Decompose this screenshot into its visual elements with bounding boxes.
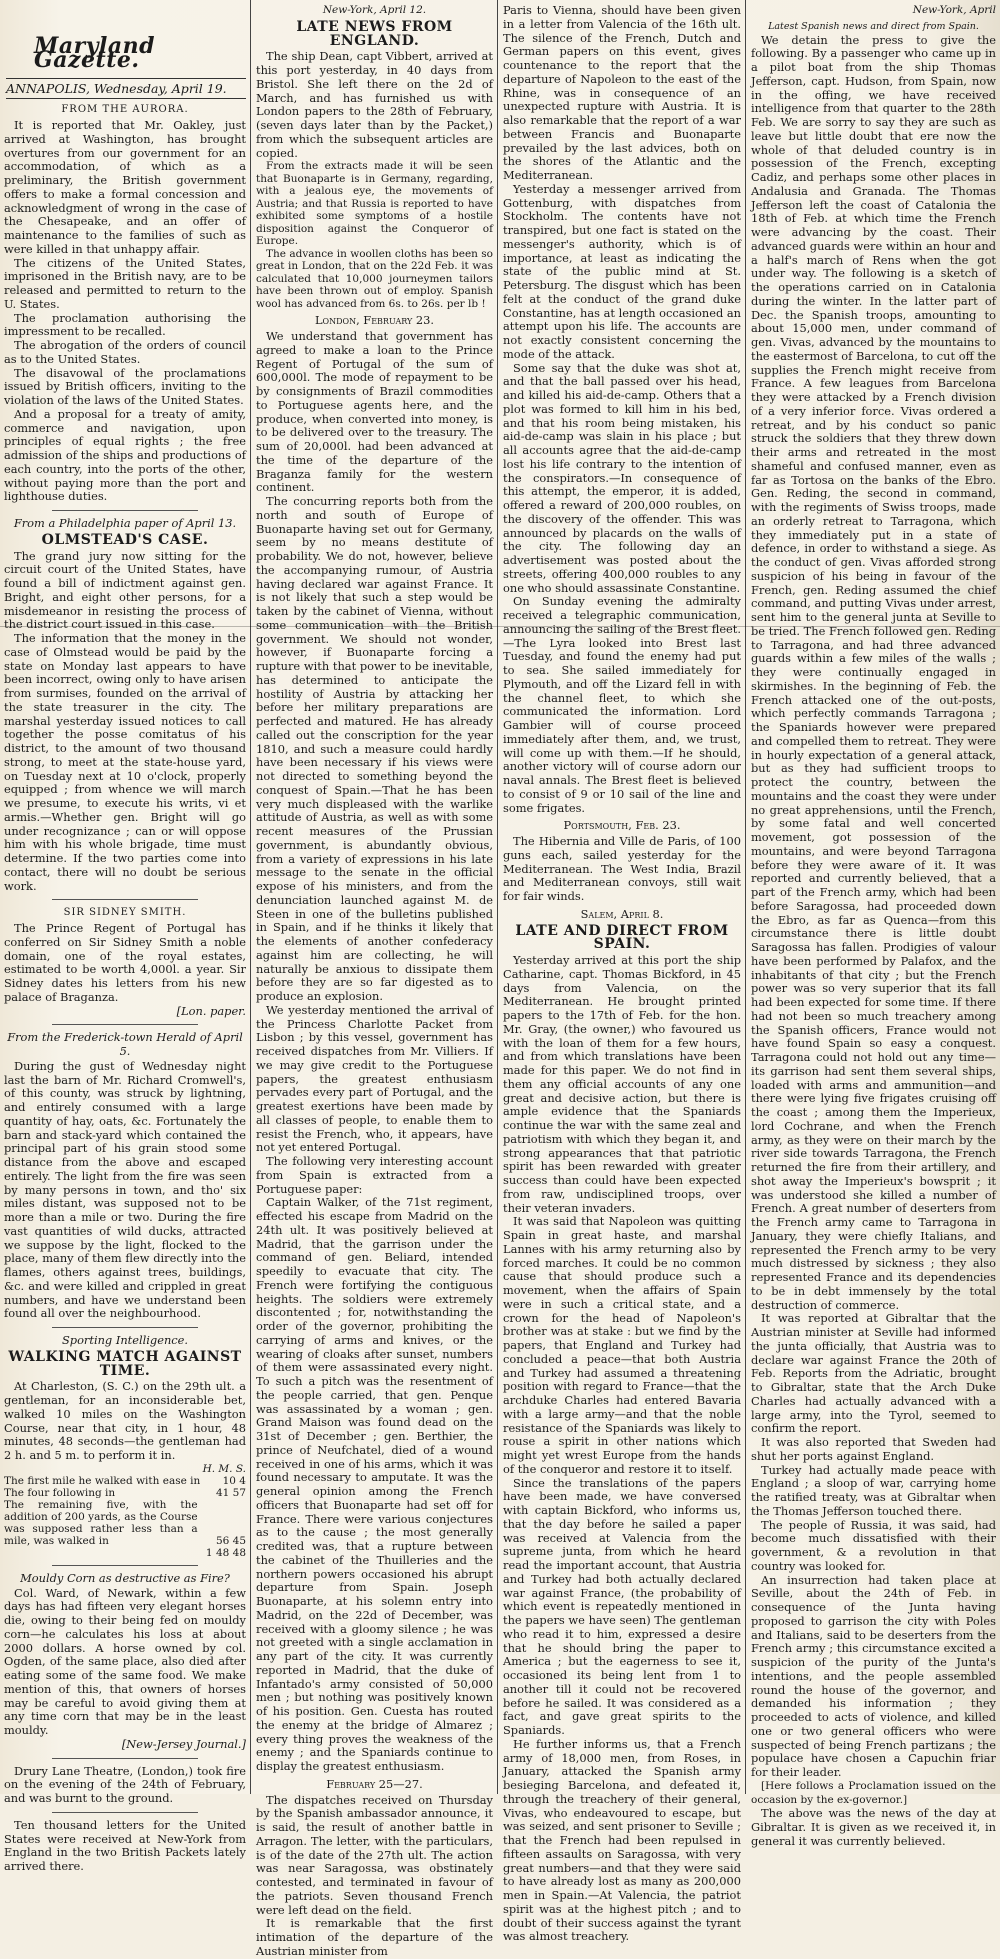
separator [52,899,197,900]
paragraph: The disavowal of the proclamations issued by British officers, inviting to the violation of the laws of the United States. [4,365,246,407]
table-row [4,1487,246,1499]
column-rule [497,0,498,1794]
masthead-title: Maryland Gazette. [34,33,155,73]
paragraph: The citizens of the United States, imprisoned in the British navy, are to be released and permitted to return to the U. States. [4,255,246,311]
separator [52,510,197,511]
column-2 [252,0,497,1958]
paragraph: The Hibernia and Ville de Paris, of 100 guns each, sailed yesterday for the Mediterranean. The West India, Brazil and Mediterranean convoys, still wait for fair winds. [503,834,741,903]
paragraph: On Sunday evening the admiralty received a telegraphic communication, announcing the sailing of the Brest fleet.—The Lyra looked into Brest last Tuesday, and found the enemy had put to sea. She sailed immediately for Plymouth, and off the Lizard fell in with the channel fleet, to which she communicated the information. Lord Gambier will of course proceed immediately after them, and, we trust, will come up with them.—If he should, another victory will of course adorn our naval annals. The Brest fleet is believed to consist of 9 or 10 sail of the line and some frigates. [503,594,741,815]
masthead-dateline: ANNAPOLIS, Wednesday, April 19. [6,78,246,100]
paragraph: We yesterday mentioned the arrival of the Princess Charlotte Packet from Lisbon ; by this vessel, government has received dispatches from Mr. Villiers. If we may give credit to the Portuguese papers, the greatest enthusiasm pervades every part of Portugal, and the greatest exertions have been made by all classes of people, to enable them to resist the French, who, it appears, have not yet entered Portugal. [256,1002,493,1155]
spain-head: LATE AND DIRECT FROM SPAIN. [515,922,729,953]
column-4 [747,0,1000,1848]
corn-signature: [New-Jersey Journal.] [121,1736,246,1751]
table-value: 41 57 [215,1486,246,1499]
paragraph: It was also reported that Sweden had shut her ports against England. [751,1435,996,1463]
paragraph: The concurring reports both from the north and south of Europe of Buonaparte having set out for Germany, seem by no means destitute of probability. We do not, however, believe the accompanying rumour, of Austria having declared war against France. It is not likely that such a step would be taken by the cabinet of Vienna, without some communication with the British government. We should not wonder, however, if Buonaparte forcing a rupture with that power to be inevitable, has determined to anticipate the hostility of Austria by attacking her before her military preparations are perfected and matured. He has already called out the conscription for the year 1810, and such a measure could hardly have been necessary if his views were not directed to something beyond the conquest of Spain.—That he has been very much displeased with the warlike attitude of Austria, as well as with some recent measures of the Prussian government, is abundantly obvious, from a variety of expressions in his late message to the senate in the official expose of his ministers, and from the denunciation launched against M. de Steen in one of the bulletins published in Spain, and if he thinks it likely that the elements of another confederacy against him are collecting, he will naturally be anxious to dissipate them before they are so far digested as to produce an explosion. [256,494,493,1003]
paragraph: It was reported at Gibraltar that the Austrian minister at Seville had informed the junta officially, that Austria was to declare war against France the 20th of Feb. Reports from the Adriatic, brought to Gibraltar, state that the Arch Duke Charles had actually advanced with a large army, into the Tyrol, seemed to confirm the report. [751,1311,996,1436]
table-value: 1 48 48 [205,1546,246,1559]
smith-signature: [Lon. paper. [176,1003,246,1018]
separator [52,1024,197,1025]
paragraph: The proclamation authorising the impressment to be recalled. [4,310,246,339]
separator [52,1812,197,1813]
paragraph: The following very interesting account from Spain is extracted from a Portuguese paper: [256,1154,493,1196]
table-row [4,1499,246,1547]
paragraph: The advance in woollen cloths has been so great in London, that on the 22d Feb. it was calculated that 10,000 journeymen tailors have been thrown out of employ. Spanish wool has advanced from 6s. to 26s. per lb ! [256,247,493,310]
paragraph: Col. Ward, of Newark, within a few days has had fifteen very elegant horses die, owing to their being fed on mouldy corn—he calculates his loss at about 2000 dollars. A horse owned by col. Ogden, of the same place, also died after eating some of the same food. We make mention of this, that owners of horses may be careful to avoid giving them at any time corn that may be in the least mouldy. [4,1585,246,1737]
paragraph: Some say that the duke was shot at, and that the ball passed over his head, and killed his aid-de-camp. Others that a plot was formed to kill him in his bed, and that his room being mistaken, his aid-de-camp was slain in his place ; but all accounts agree that the aid-de-camp lost his life contrary to the intention of the conspirators.—In consequence of this attempt, the emperor, it is added, offered a reward of 200,000 roubles, on the discovery of the offender. This was announced by placards on the walls of the city. The following day an advertisement was posted about the streets, offering 400,000 roubles to any one who should assassinate Constantine. [503,360,741,595]
table-label: The first mile he walked with ease in [4,1474,201,1487]
walking-table [4,1463,246,1559]
column-rule [250,0,251,1794]
table-label: The remaining five, with the addition of 200 yards, as the Course was supposed rather less than a mile, was walked in [4,1498,198,1547]
table-row [4,1547,246,1559]
paragraph: Captain Walker, of the 71st regiment, effected his escape from Madrid on the 24th ult. It was positively believed at Madrid, that the garrison under the command of gen. Beliard, intended speedily to evacuate that city. The French were fortifying the contiguous heights. The soldiers were extremely discontented ; for, notwithstanding the order of the governor, prohibiting the carrying of arms and knives, or the wearing of cloaks after sunset, numbers of them were assassinated every night. To such a pitch was the resentment of the people carried, that gen. Penque was assassinated by a woman ; gen. Grand Maison was found dead on the 31st of December ; gen. Berthier, the prince of Neufchatel, died of a wound received in one of his arms, which it was found necessary to amputate. It was the general opinion among the French officers that Buonaparte had set off for France. There were various conjectures as to the cause ; the most generally credited was, that a rupture between the cabinet of the Thuilleries and the northern powers occasioned his abrupt departure from Spain. Joseph Buonaparte, at his solemn entry into Madrid, on the 22d of December, was received with a gloomy silence ; he was not greeted with a single acclamation in any part of the city. It was currently reported in Madrid, that the duke of Infantado's army consisted of 50,000 men ; but nothing was positively known of his position. Gen. Cuesta has routed the enemy at the bridge of Almarez ; every thing proves the weakness of the enemy ; and the Spaniards continue to display the greatest enthusiasm. [256,1195,493,1773]
frederick-source: From the Frederick-town Herald of April 5. [7,1030,243,1058]
smith-head: SIR SIDNEY SMITH. [63,907,187,919]
paragraph: The ship Dean, capt Vibbert, arrived at this port yesterday, in 40 days from Bristol. She left there on the 2d of March, and has furnished us with London papers to the 28th of February, (seven days later than by the Packet,) from which the subsequent articles are copied. [256,49,493,160]
sporting-source: Sporting Intelligence. [61,1333,189,1347]
paragraph: The people of Russia, it was said, had become much dissatisfied with their government, & a revolution in that country was looked for. [751,1517,996,1573]
separator [52,1327,197,1328]
salem-dateline: Salem, April 8. [580,906,664,921]
table-label: The four following in [4,1486,116,1499]
paragraph: Paris to Vienna, should have been given in a letter from Valencia of the 16th ult. The silence of the French, Dutch and German papers on this event, gives countenance to the report that the departure of Napoleon to the east of the Rhine, was in consequence of an unexpected rupture with Austria. It is also remarkable that the report of a war between Francis and Buonaparte prevailed by the last advices, both on the shores of the Atlantic and the Mediterranean. [503,3,741,182]
paragraph: Since the translations of the papers have been made, we have conversed with captain Bickford, who informs us, that the day before he sailed a paper was received at Valencia from the supreme junta, from which he heard read the important account, that Austria and Turkey had both actually declared war against France, (the probability of which event is repeatedly mentioned in the papers we have seen) The gentleman who read it to him, expressed a desire that he should bring the paper to America ; but the eagerness to see it, occasioned its being lent from 1 to another till it could not be recovered before he sailed. It was considered as a fact, and gave great spirits to the Spaniards. [503,1475,741,1737]
portsmouth-dateline: Portsmouth, Feb. 23. [563,818,681,833]
paragraph: He further informs us, that a French army of 18,000 men, from Roses, in January, attacked the Spanish army besieging Barcelona, and defeated it, through the treachery of their general, Vivas, who endeavoured to escape, but was seized, and sent prisoner to Seville ; that the French had been repulsed in fifteen assaults on Saragossa, with very great numbers—and that they were said to have already lost as many as 200,000 men in Spain.—At Valencia, the patriot spirit was at the highest pitch ; and to doubt of their success against the tyrant was almost treachery. [503,1736,741,1944]
paragraph: Ten thousand letters for the United States were received at New-York from England in the two British Packets lately arrived there. [4,1817,246,1873]
sporting-head: WALKING MATCH AGAINST TIME. [8,1348,242,1379]
table-row [4,1475,246,1487]
paragraph: An insurrection had taken place at Seville, about the 24th of Feb. in consequence of the Junta having proposed to garrison the city with Poles and Italians, said to be deserters from the French army ; this circumstance excited a suspicion of the purity of the Junta's intentions, and the people assembled round the house of the governor, and demanded his information ; they proceeded to acts of violence, and killed one or two general officers who were suspected of being French partizans ; the populace have chosen a Capuchin friar for their leader. [751,1572,996,1779]
paragraph: The grand jury now sitting for the circuit court of the United States, have found a bill of indictment against gen. Bright, and eight other persons, for a misdemeanor in resisting the process of the district court issued in this case. [4,548,246,632]
column-rule [745,0,746,1794]
paragraph: It is remarkable that the first intimation of the departure of the Austrian minister from [256,1916,493,1958]
paragraph: The above was the news of the day at Gibraltar. It is given as we received it, in general it was currently believed. [751,1806,996,1848]
paragraph: [Here follows a Proclamation issued on the occasion by the ex-governor.] [751,1779,996,1806]
paragraph: The dispatches received on Thursday by the Spanish ambassador announce, it is said, the result of another battle in Arragon. The letter, with the particulars, is of the date of the 27th ult. The action was near Saragossa, was obstinately contested, and terminated in favour of the patriots. Seven thousand French were left dead on the field. [256,1792,493,1917]
paragraph: We understand that government has agreed to make a loan to the Prince Regent of Portugal of the sum of 600,000l. The mode of repayment to be by consignments of Brazil commodities to Portuguese agents here, and the produce, when converted into money, is to be delivered over to the treasury. The sum of 20,000l. had been advanced at the time of the departure of the Braganza family for the western continent. [256,329,493,495]
paragraph: At Charleston, (S. C.) on the 29th ult. a gentleman, for an inconsiderable bet, walked 10 miles on the Washington Course, near that city, in 1 hour, 48 minutes, 48 seconds—the gentleman had 2 h. and 5 m. to perform it in. [4,1379,246,1462]
table-value: 10 4 [222,1474,246,1487]
column-dateline: New-York, April 12. [322,4,427,16]
paragraph: We detain the press to give the following. By a passenger who came up in a pilot boat from the ship Thomas Jefferson, capt. Hudson, from Spain, now in the offing, we have received intelligence from that quarter to the 28th Feb. We are sorry to say they are such as leave but little doubt that ere now the whole of that deluded country is in possession of the French, excepting Cadiz, and perhaps some other places in Andalusia and Granada. The Thomas Jefferson left the coast of Catalonia the 18th of Feb. at which time the French were advancing by the coast. Their advanced guards were within an hour and a half's march of Rens when the got under way. The following is a sketch of the operations carried on in Catalonia during the winter. In the latter part of Dec. the Spanish troops, amounting to about 15,000 men, under command of gen. Vivas, advanced by the mountains to the eastermost of Barcelona, to cut off the supplies the French might receive from France. A few leagues from Barcelona they were attacked by a French division of a very inferior force. Vivas ordered a retreat, and by his conduct so panic struck the soldiers that they threw down their arms and retreated in the most shameful and confused manner, even as far as Tortosa on the banks of the Ebro. Gen. Reding, the second in command, with the regiments of Swiss troops, made an orderly retreat to Tarragona, which they immediately put in a state of defence, in order to withstand a siege. As the conduct of gen. Vivas afforded strong suspicion of his being in favour of the French, gen. Reding assumed the chief command, and putting Vivas under arrest, sent him to the general junta at Seville to be tried. The French followed gen. Reding to Tarragona, and had three advanced guards within a few miles of the walls ; they were continually engaged in skirmishes. In the beginning of Feb. the French attacked one of the out-posts, which perfectly commands Tarragona ; the Spaniards however were prepared and compelled them to retreat. They were in hourly expectation of a general attack, but as they had sufficient troops to protect the country, between the mountains and the coast they were under no great apprehensions, until the French, by some fatal and well concerted movement, got possession of the mountains, and were beyond Tarragona before they were aware of it. It was reported and currently believed, that a part of the French army, which had been before Saragossa, had proceeded down the Ebro, as far as Quenca—from this circumstance there is little doubt Saragossa has fallen. Prodigies of valour have been performed by Palafox, and the inhabitants of that city ; but the French power was so very superior that its fall had been expected for some time. If there had not been so much treachery among the Spanish officers, France would not have found Spain so easy a conquest. Tarragona could not hold out any time—its garrison had sent them several ships, loaded with arms and ammunition—and there were lying five frigates cruising off the coast ; among them the Imperieux, lord Cochrane, and when the French army, as they were on their march by the river side towards Tarragona, the French returned the fire from their artillery, and shot away the Imperieux's bowsprit ; it was understood she killed a number of French. A great number of deserters from the French army came to Tarragona in January, they were chiefly Italians, and represented the French army to be very much distressed by sickness ; they also represented France and its dependencies to be in debt immensely by the total destruction of commerce. [751,32,996,1312]
london-dateline: London, February 23. [314,313,435,328]
olmstead-source: From a Philadelphia paper of April 13. [13,516,237,530]
separator [52,1758,197,1759]
feb-dateline: February 25—27. [326,1776,423,1791]
paragraph: It is reported that Mr. Oakley, just arrived at Washington, has brought overtures from our government for an accommodation, of which as a preliminary, the British government offers to make a formal concession and acknowledgment of wrong in the case of the Chesapeake, and an offer of maintenance to the families of such as were killed in that unhappy affair. [4,118,246,256]
column-dateline: New-York, April [912,4,996,16]
paragraph: From the extracts made it will be seen that Buonaparte is in Germany, regarding, with a jealous eye, the movements of Austria; and that Russia is reported to have exhibited some symptoms of a hostile disposition against the Conqueror of Europe. [256,160,493,248]
paragraph: Yesterday a messenger arrived from Gottenburg, with dispatches from Stockholm. The contents have not transpired, but one fact is stated on the messenger's authority, which is of importance, at least as indicating the state of the public mind at St. Petersburg. The disgust which has been felt at the conduct of the grand duke Constantine, has at length occasioned an attempt upon his life. The accounts are not exactly consistent concerning the mode of the attack. [503,181,741,361]
paragraph: Turkey had actually made peace with England ; a sloop of war, carrying home the ratified treaty, was at Gibraltar when the Thomas Jefferson touched there. [751,1462,996,1518]
column-subhead: Latest Spanish news and direct from Spain. [768,20,979,32]
paragraph: During the gust of Wednesday night last the barn of Mr. Richard Cromwell's, of this county, was struck by lightning, and entirely consumed with a large quantity of hay, oats, &c. Fortunately the barn and stack-yard which contained the principal part of his grain stood some distance from the above and escaped entirely. The light from the fire was seen by many persons in town, and tho' six miles distant, was supposed not to be more than a mile or two. During the fire vast quantities of wild ducks, attracted we suppose by the light, flocked to the place, many of them flew directly into the flames, others against trees, buildings, &c. and were killed and crippled in great numbers, and have we understand been found all over the neighbourhood. [4,1058,246,1321]
table-value: 56 45 [215,1534,246,1547]
paragraph: Yesterday arrived at this port the ship Catharine, capt. Thomas Bickford, in 45 days from Valencia, on the Mediterranean. He brought printed papers to the 17th of Feb. for the hon. Mr. Gray, (the owner,) who favoured us with the loan of them for a few hours, and from which translations have been made for this paper. We do not find in them any official accounts of any one great and decisive action, but there is ample evidence that the Spaniards continue the war with the same zeal and patriotism with which they began it, and strong appearances that that patriotic spirit has been rewarded with greater success than could have been expected from raw, undisciplined troops, over their veteran invaders. [503,953,741,1215]
paragraph: The information that the money in the case of Olmstead would be paid by the state on Monday last appears to have been incorrect, owing only to have arisen from surmises, founded on the arrival of the state treasurer in the city. The marshal yesterday issued notices to call together the posse comitatus of his district, to the amount of two thousand strong, to meet at the state-house yard, on Tuesday next at 10 o'clock, properly equipped ; from whence we will march we presume, to execute his writs, vi et armis.—Whether gen. Bright will go under recognizance ; can or will oppose him with his whole brigade, time must determine. If the two parties come into contact, there will no doubt be serious work. [4,631,246,893]
paragraph: And a proposal for a treaty of amity, commerce and navigation, upon principles of equal rights ; the free admission of the ships and productions of each country, into the ports of the other, without paying more than the port and lighthouse duties. [4,406,246,504]
paragraph: Drury Lane Theatre, (London,) took fire on the evening of the 24th of February, and was burnt to the ground. [4,1763,246,1805]
paragraph: The Prince Regent of Portugal has conferred on Sir Sidney Smith a noble domain, one of the royal estates, estimated to be worth 4,000l. a year. Sir Sidney dates his letters from his new palace of Braganza. [4,921,246,1004]
aurora-head: FROM THE AURORA. [61,104,189,116]
column-3 [499,0,745,1944]
corn-head: Mouldy Corn as destructive as Fire? [20,1570,230,1585]
england-head: LATE NEWS FROM ENGLAND. [296,18,453,49]
olmstead-head: OLMSTEAD'S CASE. [41,531,209,548]
paragraph: The abrogation of the orders of council as to the United States. [4,338,246,366]
column-1 [0,0,250,1873]
paragraph: It was said that Napoleon was quitting Spain in great haste, and marshal Lannes with his army returning also by forced marches. It could be no common cause that should produce such a movement, when the affairs of Spain were in such a critical state, and a crown for the head of Napoleon's brother was at stake : but we find by the papers, that England and Turkey had concluded a peace—that both Austria and Turkey had assumed a threatening position with regard to France—that the archduke Charles had entered Bavaria with a large army—and that the noble resistance of the Spaniards was likely to rouse a spirit in other nations which might yet wrest Europe from the hands of the conqueror and restore it to itself. [503,1214,741,1476]
table-header: H. M. S. [202,1462,246,1475]
separator [52,1565,197,1566]
